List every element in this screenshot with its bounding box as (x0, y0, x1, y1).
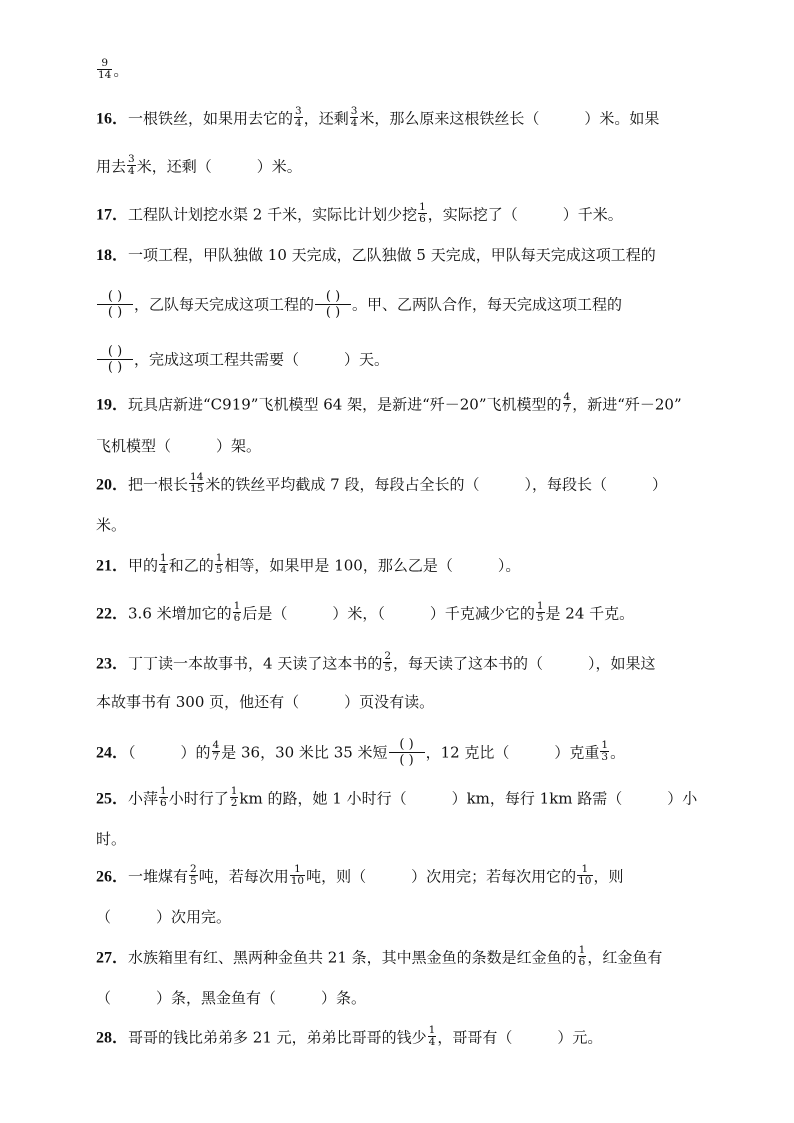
text-segment: 3 (295, 105, 302, 117)
text-segment: 把一根长 (128, 475, 189, 494)
blank-fraction[interactable] (97, 344, 133, 375)
blank-fraction[interactable] (389, 737, 425, 768)
text-segment: ，红金鱼有 (587, 948, 663, 967)
text-segment: 。甲、乙两队合作，每天完成这项工程的 (352, 295, 623, 314)
text-segment: 1 (160, 785, 167, 797)
text-segment: 相等，如果甲是 100，那么乙是（ ）。 (224, 556, 521, 575)
text-segment: 7 (563, 403, 571, 415)
question-23-cont (96, 692, 704, 712)
text-segment: 4 (160, 564, 167, 576)
question-number: 16． (96, 110, 129, 128)
question-25 (96, 785, 704, 811)
text-segment: 工程队计划挖水渠 2 千米，实际比计划少挖 (128, 205, 418, 224)
question-number: 23． (96, 655, 129, 673)
text-segment: 5 (190, 875, 197, 887)
text-segment: 3.6 米增加它的 (128, 604, 232, 623)
fraction (230, 786, 239, 809)
text-segment: ( ) (107, 305, 123, 320)
text-segment: 。 (113, 61, 129, 80)
text-segment: 和乙的 (168, 556, 214, 575)
text-segment: 6 (578, 956, 586, 968)
question-23 (96, 650, 704, 676)
text-segment: 10 (290, 875, 305, 887)
text-segment: 10 (578, 875, 592, 887)
fraction (578, 945, 587, 968)
text-segment: ，新进“歼－20” (572, 395, 682, 414)
text-segment: 5 (215, 564, 223, 576)
text-segment: 2 (384, 650, 392, 662)
question-25-cont (96, 829, 704, 849)
fraction (290, 864, 305, 887)
question-27 (96, 944, 704, 970)
text-segment: 吨，则（ ）次用完；若每次用它的 (306, 867, 577, 886)
question-27-cont (96, 988, 704, 1008)
text-segment: 4 (128, 165, 135, 177)
text-segment: ( ) (97, 289, 133, 305)
fraction (159, 553, 168, 576)
question-22 (96, 600, 704, 626)
question-20 (96, 471, 704, 497)
text-segment: 用去 (96, 157, 127, 176)
fraction (97, 58, 112, 81)
text-segment: 4 (295, 117, 302, 129)
question-24 (96, 738, 704, 769)
text-segment: ，每天读了这本书的（ ），如果这 (393, 654, 656, 673)
text-segment: 水族箱里有红、黑两种金鱼共 21 条，其中黑金鱼的条数是红金鱼的 (128, 948, 577, 967)
text-segment: 1 (601, 739, 609, 751)
question-26-cont (96, 907, 704, 927)
question-20-cont (96, 515, 704, 535)
text-segment: 一项工程，甲队独做 10 天完成，乙队独做 5 天完成，甲队每天完成这项工程的 (128, 246, 656, 264)
text-segment: 小时行了 (168, 789, 229, 808)
fraction (577, 864, 592, 887)
question-number: 18． (96, 247, 129, 264)
question-21 (96, 552, 704, 578)
text-segment: ( ) (97, 344, 133, 360)
blank-fraction[interactable] (97, 289, 133, 320)
text-segment: 飞机模型（ ）架。 (96, 437, 262, 455)
fraction (127, 154, 136, 177)
text-segment: 玩具店新进“C919”飞机模型 64 架，是新进“歼－20”飞机模型的 (128, 395, 562, 414)
text-segment: ，还剩 (303, 109, 349, 128)
text-segment: 1 (230, 785, 238, 797)
text-segment: 1 (578, 944, 586, 956)
text-segment: 1 (577, 864, 592, 876)
text-segment: ，12 克比（ ）克重 (425, 743, 600, 762)
text-segment: 5 (536, 612, 544, 624)
fraction (215, 553, 224, 576)
text-segment: 1 (419, 201, 426, 213)
text-segment: 4 (212, 739, 220, 751)
text-segment: 6 (419, 213, 426, 225)
text-segment: 6 (160, 797, 167, 809)
text-segment: 1 (160, 552, 167, 564)
text-segment: 4 (563, 391, 571, 403)
text-segment: 9 (97, 58, 112, 70)
fraction (428, 1025, 437, 1048)
text-segment: （ ）的 (128, 743, 211, 762)
question-number: 19． (96, 396, 129, 414)
text-segment: 米，那么原来这根铁丝长（ ）米。如果 (359, 109, 660, 128)
question-number: 27． (96, 949, 129, 967)
text-segment: ( ) (107, 360, 123, 375)
text-segment: （ ）条，黑金鱼有（ ）条。 (96, 989, 367, 1007)
text-segment: 时。 (96, 830, 127, 848)
question-number: 17． (96, 206, 129, 224)
fraction (159, 786, 168, 809)
text-segment: 14 (190, 471, 204, 483)
fraction (536, 601, 545, 624)
question-19 (96, 391, 704, 417)
fraction (189, 864, 198, 887)
text-segment: 米，还剩（ ）米。 (136, 157, 302, 176)
text-segment: 7 (212, 751, 220, 763)
question-number: 22． (96, 605, 129, 623)
text-segment: 一堆煤有 (128, 867, 189, 886)
text-segment: 米。 (96, 516, 127, 534)
text-segment: ，哥哥有（ ）元。 (437, 1028, 603, 1047)
question-number: 21． (96, 557, 129, 575)
text-segment: ( ) (389, 737, 425, 753)
text-segment: 本故事书有 300 页，他还有（ ）页没有读。 (96, 693, 435, 711)
fraction (600, 740, 609, 763)
text-segment: ，实际挖了（ ）千米。 (427, 205, 623, 224)
text-segment: ( ) (315, 289, 351, 305)
question-18-cont2 (96, 345, 704, 376)
fraction (212, 740, 221, 763)
text-segment: 甲的 (128, 556, 159, 575)
text-segment: 6 (233, 612, 241, 624)
text-segment: 。 (610, 743, 626, 762)
text-segment: 1 (233, 600, 241, 612)
question-17 (96, 201, 704, 227)
text-segment: 哥哥的钱比弟弟多 21 元，弟弟比哥哥的钱少 (128, 1028, 427, 1047)
text-segment: 2 (230, 797, 238, 809)
text-segment: ( ) (325, 305, 341, 320)
top-fragment (96, 57, 704, 83)
question-18-cont (96, 290, 704, 321)
fraction (233, 601, 242, 624)
text-segment: 吨，若每次用 (198, 867, 289, 886)
question-16 (96, 105, 704, 131)
text-segment: ，则 (593, 867, 624, 886)
blank-fraction[interactable] (315, 289, 351, 320)
text-segment: 3 (128, 153, 135, 165)
fraction (383, 651, 392, 674)
text-segment: 15 (190, 483, 204, 495)
question-number: 25． (96, 790, 129, 808)
question-16-cont (96, 153, 704, 179)
fraction (563, 392, 572, 415)
question-28 (96, 1024, 704, 1050)
text-segment: 是 36，30 米比 35 米短 (221, 743, 388, 762)
fraction (350, 106, 359, 129)
text-segment: ( ) (399, 753, 414, 768)
question-number: 20． (96, 476, 129, 494)
text-segment: 5 (384, 662, 392, 674)
text-segment: 丁丁读一本故事书，4 天读了这本书的 (128, 654, 383, 673)
fraction (418, 202, 427, 225)
text-segment: 4 (428, 1036, 436, 1048)
text-segment: ，完成这项工程共需要（ ）天。 (134, 350, 390, 369)
text-segment: 一根铁丝，如果用去它的 (128, 109, 294, 128)
text-segment: 4 (350, 117, 358, 129)
text-segment: 米的铁丝平均截成 7 段，每段占全长的（ ），每段长（ ） (205, 475, 667, 494)
question-18 (96, 245, 704, 266)
text-segment: 1 (428, 1024, 436, 1036)
text-segment: 后是（ ）米，（ ）千克减少它的 (242, 604, 535, 623)
question-26 (96, 863, 704, 889)
question-number: 24． (96, 744, 129, 762)
text-segment: 是 24 千克。 (545, 604, 635, 623)
text-segment: （ ）次用完。 (96, 908, 232, 926)
fraction (189, 472, 204, 495)
text-segment: 3 (601, 751, 609, 763)
text-segment: km 的路，她 1 小时行（ ）km，每行 1km 路需（ ）小 (239, 789, 698, 808)
text-segment: ，乙队每天完成这项工程的 (134, 295, 315, 314)
text-segment: 1 (215, 552, 223, 564)
text-segment: 1 (290, 864, 305, 876)
text-segment: 1 (536, 600, 544, 612)
text-segment: 14 (98, 69, 112, 81)
text-segment: 3 (350, 105, 358, 117)
question-number: 26． (96, 868, 129, 886)
text-segment: 小萍 (128, 789, 159, 808)
fraction (294, 106, 303, 129)
question-19-cont (96, 436, 704, 456)
question-number: 28． (96, 1029, 129, 1047)
text-segment: 2 (190, 863, 197, 875)
